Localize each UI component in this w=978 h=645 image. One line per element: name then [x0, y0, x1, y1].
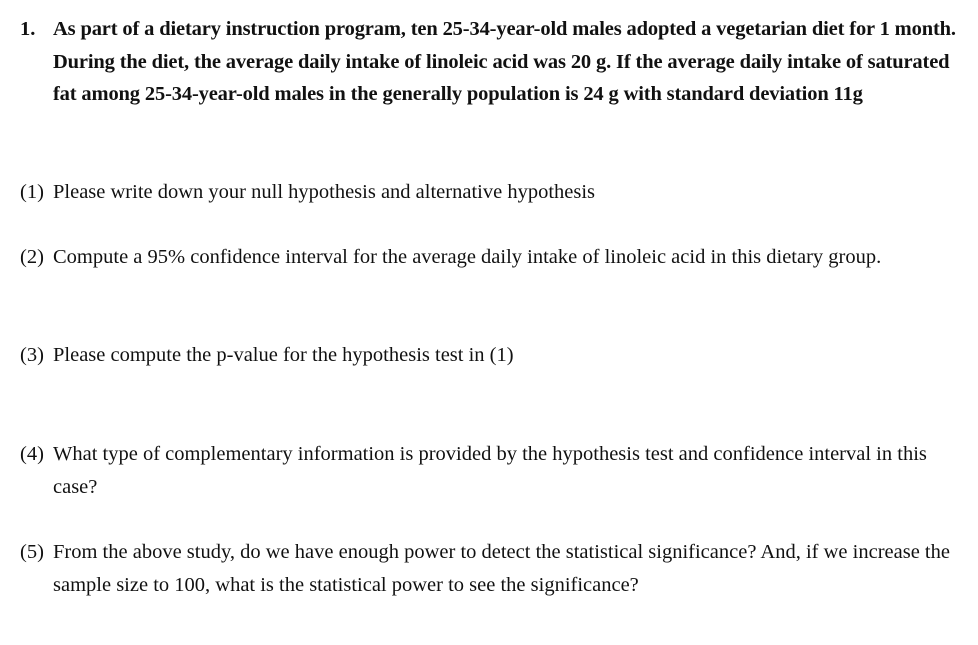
sub-question-4 [20, 438, 960, 503]
sub-question-1 [20, 176, 960, 209]
sub-question-3 [20, 339, 960, 372]
sub-question-text: Compute a 95% confidence interval for the average daily intake of linoleic acid in this dietary group. [53, 246, 882, 268]
question-text: As part of a dietary instruction program, ten 25-34-year-old males adopted a vegetarian diet for 1 month. During the diet, the average daily intake of linoleic acid was 20 g. If the average daily intake of saturated fat among 25-34-year-old males in the generally population is 24 g with standard deviation 11g [53, 18, 956, 105]
sub-question-label: (4) [20, 443, 44, 465]
sub-question-text: What type of complementary information is provided by the hypothesis test and confidence interval in this case? [53, 443, 927, 498]
sub-question-text: Please write down your null hypothesis and alternative hypothesis [53, 181, 596, 203]
sub-question-label: (1) [20, 181, 44, 203]
sub-question-label: (5) [20, 541, 44, 563]
sub-question-text: Please compute the p-value for the hypothesis test in (1) [53, 344, 514, 366]
question-number: 1. [20, 18, 36, 40]
sub-question-label: (3) [20, 344, 44, 366]
question-1 [20, 13, 970, 111]
sub-question-label: (2) [20, 246, 44, 268]
sub-question-2 [20, 241, 960, 274]
sub-question-text: From the above study, do we have enough power to detect the statistical significance? And, if we increase the sample size to 100, what is the statistical power to see the significance? [53, 541, 950, 596]
sub-question-5 [20, 536, 960, 601]
